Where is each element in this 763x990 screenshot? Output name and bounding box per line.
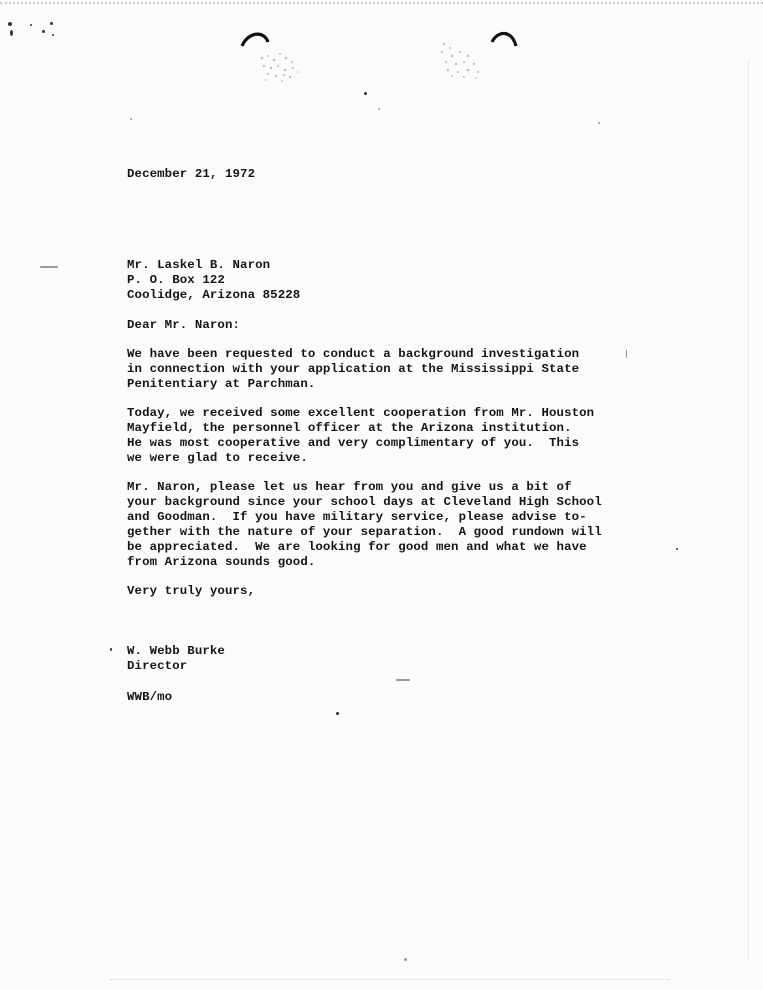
speck <box>336 712 339 715</box>
paragraph-line: be appreciated. We are looking for good men and what we have <box>127 540 587 554</box>
signer-title: Director <box>127 659 188 673</box>
paragraph-line: we were glad to receive. <box>127 451 308 465</box>
letter-date: December 21, 1972 <box>127 167 256 181</box>
speck <box>378 108 380 110</box>
left-seal-mark <box>238 28 318 88</box>
speck <box>40 266 58 268</box>
salutation: Dear Mr. Naron: <box>127 318 241 332</box>
page-edge <box>748 60 749 960</box>
speck <box>50 22 53 25</box>
speck <box>676 548 678 550</box>
bottom-edge <box>110 979 670 980</box>
reference-initials: WWB/mo <box>127 690 173 704</box>
paragraph-line: Today, we received some excellent cooperation from Mr. Houston <box>127 406 595 420</box>
top-perforation <box>0 2 763 4</box>
speck <box>52 34 54 36</box>
paragraph-line: from Arizona sounds good. <box>127 555 316 569</box>
speck <box>404 958 407 961</box>
paragraph-line: and Goodman. If you have military service, please advise to- <box>127 510 587 524</box>
speck <box>110 648 112 651</box>
speck <box>10 30 13 36</box>
paragraph-line: We have been requested to conduct a background investigation <box>127 347 580 361</box>
paragraph-line: Mr. Naron, please let us hear from you and give us a bit of <box>127 480 572 494</box>
speck <box>8 22 12 26</box>
recipient-address-line2: Coolidge, Arizona 85228 <box>127 288 301 302</box>
speck <box>626 350 627 358</box>
speck <box>130 118 132 120</box>
speck <box>364 92 367 95</box>
paragraph-line: Mayfield, the personnel officer at the Arizona institution. <box>127 421 572 435</box>
paragraph-line: gether with the nature of your separation. A good rundown will <box>127 525 602 539</box>
right-seal-mark <box>432 28 522 88</box>
paragraph-line: in connection with your application at the Mississippi State <box>127 362 580 376</box>
recipient-name: Mr. Laskel B. Naron <box>127 258 271 272</box>
paragraph-line: Penitentiary at Parchman. <box>127 377 316 391</box>
speck <box>30 24 32 26</box>
paragraph-line: He was most cooperative and very complimentary of you. This <box>127 436 580 450</box>
recipient-address-line1: P. O. Box 122 <box>127 273 225 287</box>
speck <box>42 30 45 33</box>
closing: Very truly yours, <box>127 584 256 598</box>
signer-name: W. Webb Burke <box>127 644 225 658</box>
speck <box>396 679 410 681</box>
speck <box>598 122 600 124</box>
paragraph-line: your background since your school days at Cleveland High School <box>127 495 602 509</box>
